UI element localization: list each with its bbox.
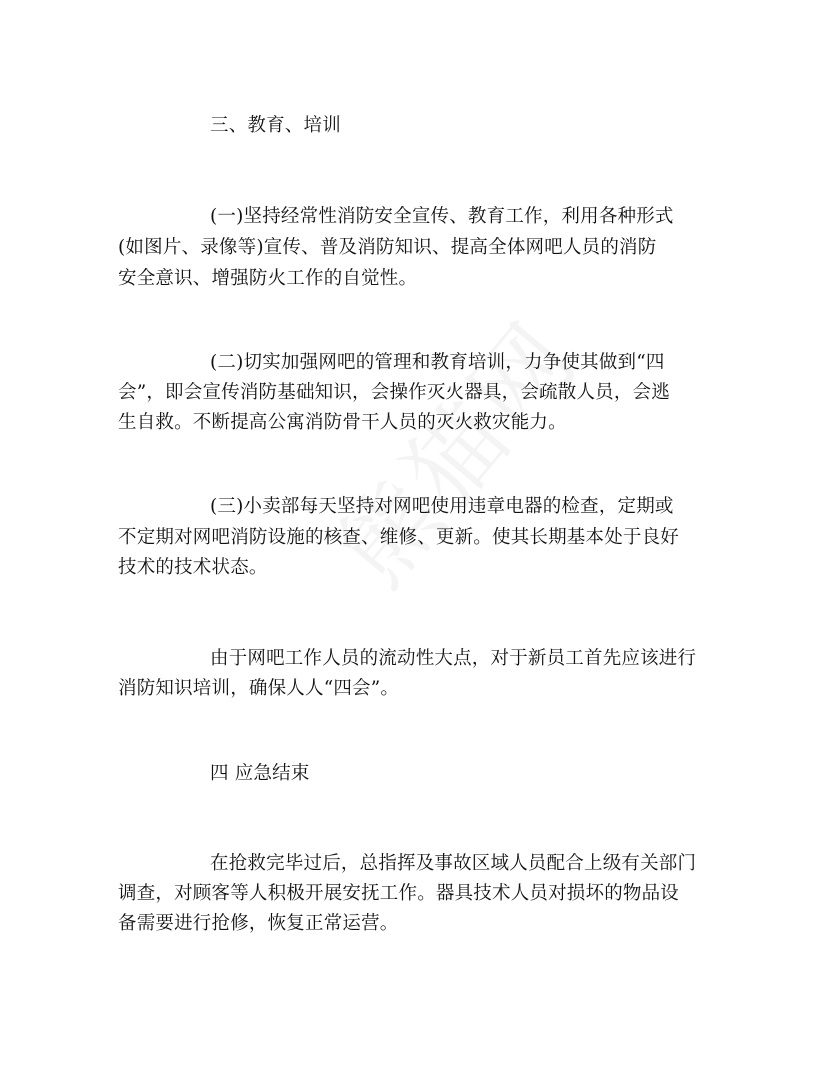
paragraph-3-line-1: (三)小卖部每天坚持对网吧使用违章电器的检查，定期或 xyxy=(210,496,674,517)
section-heading-education: 三、教育、培训 xyxy=(210,115,341,136)
paragraph-2-line-2: 会”，即会宣传消防基础知识，会操作灭火器具，会疏散人员，会逃 xyxy=(118,382,670,403)
paragraph-3-line-3: 技术的技术状态。 xyxy=(118,557,268,578)
paragraph-4-line-2: 消防知识培训，确保人人“四会”。 xyxy=(118,678,400,699)
paragraph-5-line-2: 调查，对顾客等人积极开展安抚工作。器具技术人员对损坏的物品设 xyxy=(118,883,680,904)
paragraph-4-line-1: 由于网吧工作人员的流动性大点，对于新员工首先应该进行 xyxy=(210,648,697,669)
paragraph-2-line-1: (二)切实加强网吧的管理和教育培训，力争使其做到“四 xyxy=(210,352,665,373)
section-heading-emergency-end: 四 应急结束 xyxy=(210,763,310,784)
paragraph-5-line-1: 在抢救完毕过后，总指挥及事故区域人员配合上级有关部门 xyxy=(210,853,697,874)
paragraph-1-line-1: (一)坚持经常性消防安全宣传、教育工作，利用各种形式 xyxy=(210,206,674,227)
paragraph-2-line-3: 生自救。不断提高公寓消防骨干人员的灭火救灾能力。 xyxy=(118,412,567,433)
paragraph-3-line-2: 不定期对网吧消防设施的核查、维修、更新。使其长期基本处于良好 xyxy=(118,527,680,548)
watermark xyxy=(302,287,604,609)
paragraph-1-line-2: (如图片、录像等)宣传、普及消防知识、提高全体网吧人员的消防 xyxy=(118,237,657,258)
paragraph-1-line-3: 安全意识、增强防火工作的自觉性。 xyxy=(118,268,418,289)
paragraph-5-line-3: 备需要进行抢修，恢复正常运营。 xyxy=(118,913,399,934)
